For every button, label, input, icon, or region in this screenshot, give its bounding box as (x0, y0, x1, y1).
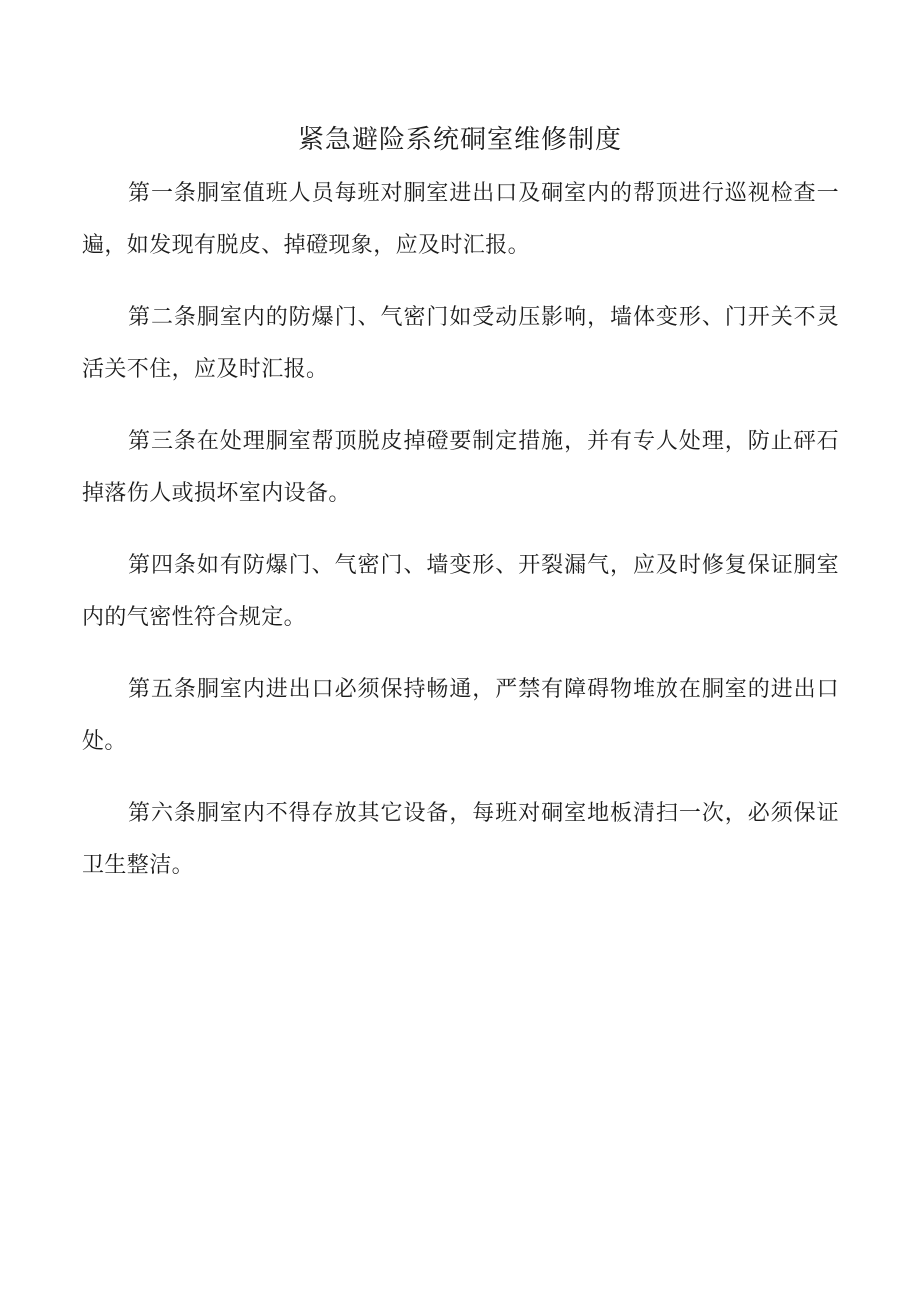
article-4: 第四条如有防爆门、气密门、墙变形、开裂漏气，应及时修复保证胴室内的气密性符合规定。 (82, 553, 839, 630)
article-6: 第六条胴室内不得存放其它设备，每班对硐室地板清扫一次，必须保证卫生整洁。 (82, 801, 839, 878)
document-title: 紧急避险系统硐室维修制度 (297, 125, 622, 155)
article-3: 第三条在处理胴室帮顶脱皮掉磴要制定措施，并有专人处理，防止砰石掉落伤人或损坏室内设备。 (82, 429, 839, 506)
article-2: 第二条胴室内的防爆门、气密门如受动压影响，墙体变形、门开关不灵活关不住，应及时汇报。 (82, 305, 839, 382)
document-body (82, 168, 839, 912)
article-1: 第一条胴室值班人员每班对胴室进出口及硐室内的帮顶进行巡视检查一遍，如发现有脱皮、掉磴现象，应及时汇报。 (82, 181, 839, 258)
article-5: 第五条胴室内进出口必须保持畅通，严禁有障碍物堆放在胴室的进出口处。 (82, 677, 839, 754)
